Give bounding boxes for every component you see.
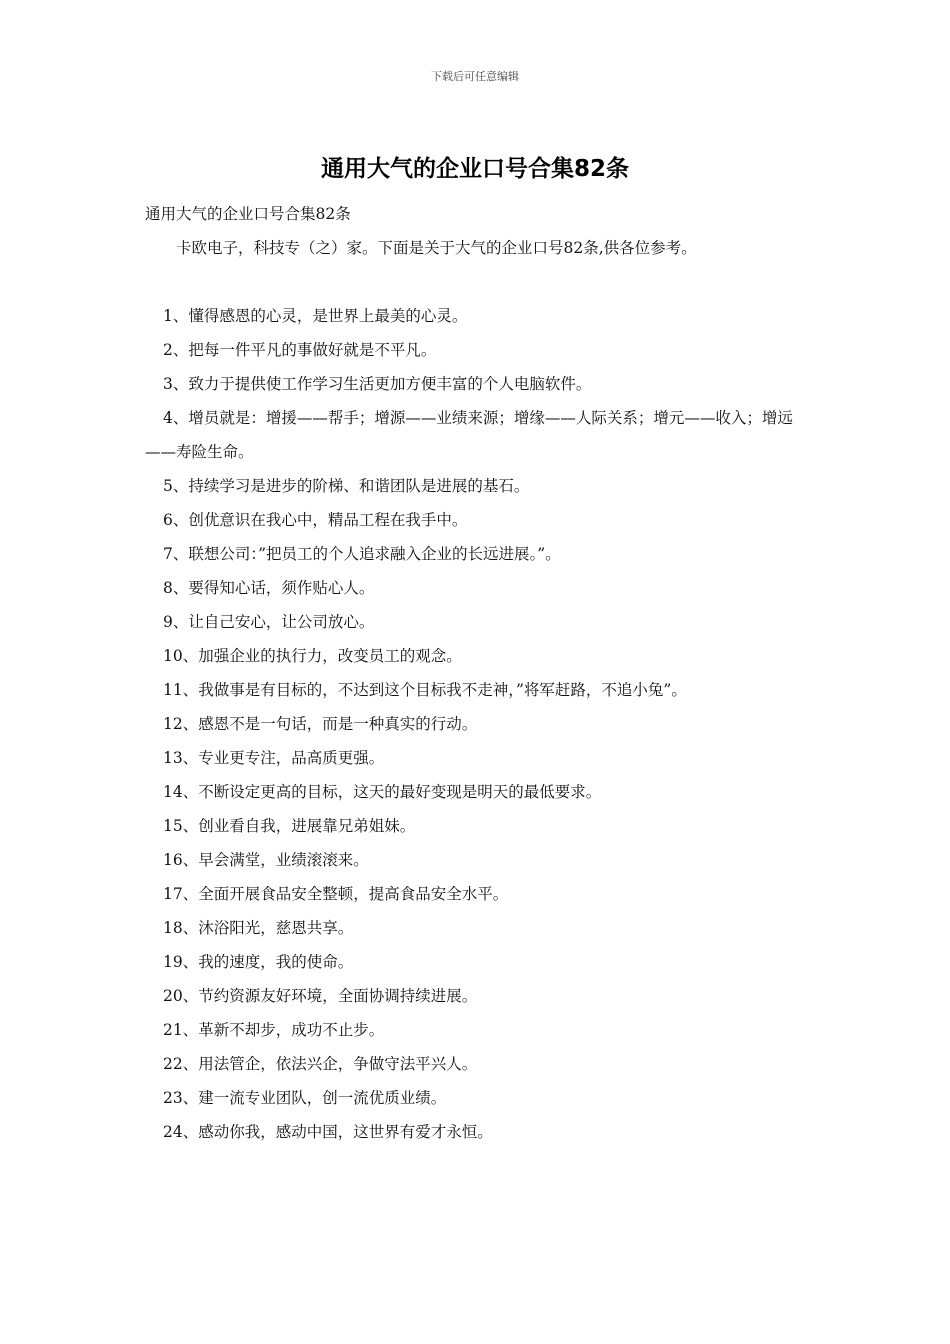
- document-body: [145, 197, 810, 1149]
- list-item: 8、要得知心话，须作贴心人。: [163, 579, 375, 597]
- blank-line: [145, 265, 810, 299]
- list-item: 18、沐浴阳光，慈恩共享。: [163, 919, 354, 937]
- list-item: 4、增员就是：增援——帮手；增源——业绩来源；增缘——人际关系；增元——收入；增远——寿险生命。: [145, 409, 793, 461]
- list-item: 7、联想公司：”把员工的个人追求融入企业的长远进展。”。: [163, 545, 561, 563]
- list-item: 14、不断设定更高的目标，这天的最好变现是明天的最低要求。: [163, 783, 602, 801]
- list-item: 2、把每一件平凡的事做好就是不平凡。: [163, 341, 437, 359]
- list-item: 3、致力于提供使工作学习生活更加方便丰富的个人电脑软件。: [163, 375, 592, 393]
- list-item: 17、全面开展食品安全整顿，提高食品安全水平。: [163, 885, 509, 903]
- list-item: 20、节约资源友好环境，全面协调持续进展。: [163, 987, 478, 1005]
- list-item: 15、创业看自我，进展靠兄弟姐妹。: [163, 817, 416, 835]
- list-item: 10、加强企业的执行力，改变员工的观念。: [163, 647, 462, 665]
- list-item: 6、创优意识在我心中，精品工程在我手中。: [163, 511, 468, 529]
- list-item: 9、让自己安心，让公司放心。: [163, 613, 375, 631]
- list-item: 21、革新不却步，成功不止步。: [163, 1021, 385, 1039]
- list-item: 24、感动你我，感动中国，这世界有爱才永恒。: [163, 1123, 493, 1141]
- list-item: 19、我的速度，我的使命。: [163, 953, 354, 971]
- list-item: 5、持续学习是进步的阶梯、和谐团队是进展的基石。: [163, 477, 530, 495]
- list-item: 1、懂得感恩的心灵，是世界上最美的心灵。: [163, 307, 468, 325]
- list-item: 16、早会满堂，业绩滚滚来。: [163, 851, 369, 869]
- list-item: 12、感恩不是一句话，而是一种真实的行动。: [163, 715, 478, 733]
- page-header-note: 下载后可任意编辑: [431, 70, 519, 83]
- document-title: 通用大气的企业口号合集82条: [320, 156, 629, 182]
- list-item: 13、专业更专注，品高质更强。: [163, 749, 385, 767]
- document-intro: 卡欧电子，科技专（之）家。下面是关于大气的企业口号82条,供各位参考。: [176, 239, 697, 257]
- list-item: 11、我做事是有目标的，不达到这个目标我不走神，”将军赶路，不追小兔”。: [163, 681, 687, 699]
- list-item: 22、用法管企，依法兴企，争做守法平兴人。: [163, 1055, 478, 1073]
- slogan-list: [145, 299, 810, 1149]
- document-subtitle: 通用大气的企业口号合集82条: [145, 205, 351, 223]
- list-item: 23、建一流专业团队，创一流优质业绩。: [163, 1089, 447, 1107]
